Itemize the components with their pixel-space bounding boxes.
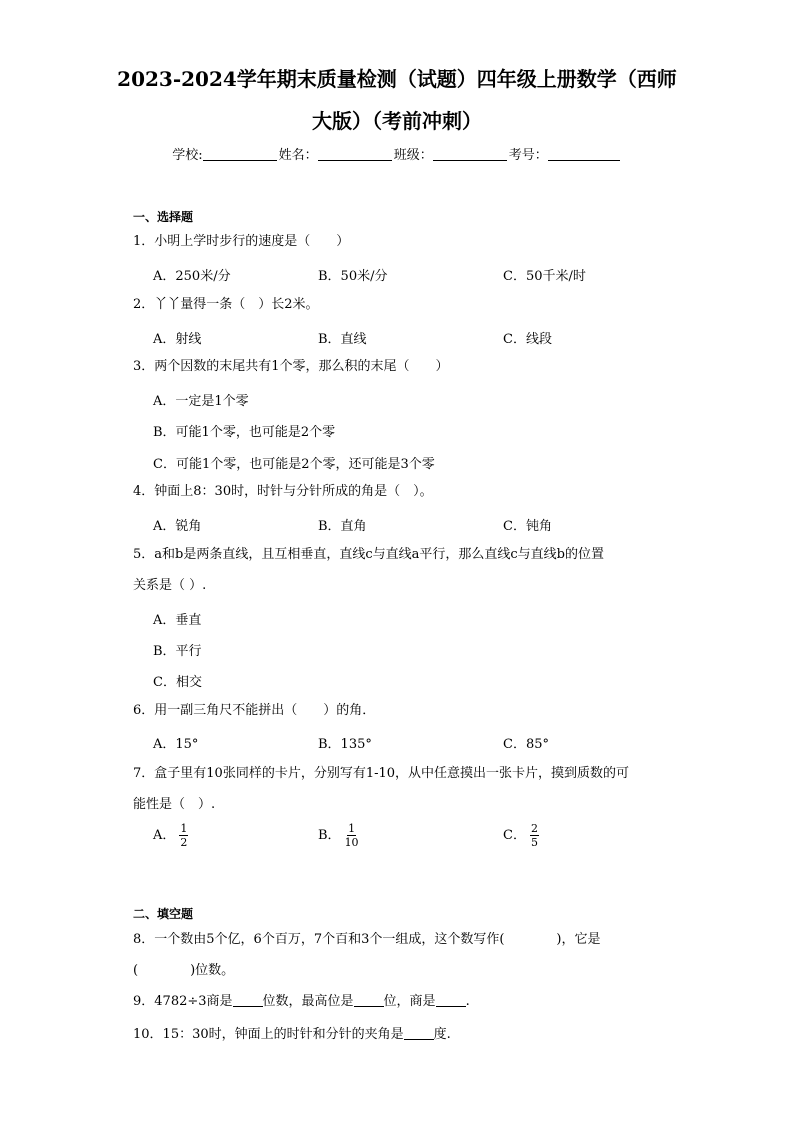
option-a[interactable]: A．一定是1个零 bbox=[153, 394, 249, 409]
option-c[interactable]: C．线段 bbox=[503, 332, 552, 347]
name-blank[interactable] bbox=[318, 146, 392, 161]
question-8-line-2: ( )位数。 bbox=[133, 963, 235, 978]
fraction bbox=[345, 822, 359, 849]
option-a[interactable]: A．垂直 bbox=[153, 613, 202, 628]
option-c[interactable] bbox=[503, 822, 539, 849]
option-a[interactable]: A．15° bbox=[153, 737, 199, 752]
option-b[interactable]: B．直角 bbox=[318, 519, 367, 534]
class-blank[interactable] bbox=[433, 146, 507, 161]
question-8-line-1: 8．一个数由5个亿，6个百万，7个百和3个一组成，这个数写作( )，它是 bbox=[133, 932, 601, 947]
option-b[interactable]: B．50米/分 bbox=[318, 269, 388, 284]
question-10 bbox=[133, 1019, 673, 1050]
question-9-text: 位，商是 bbox=[383, 994, 436, 1009]
question-9-text: 位数，最高位是 bbox=[262, 994, 354, 1009]
question-6: 6．用一副三角尺不能拼出（ ）的角． bbox=[133, 703, 376, 718]
option-c[interactable]: C．85° bbox=[503, 737, 549, 752]
fraction bbox=[530, 822, 539, 849]
exam-no-blank[interactable] bbox=[548, 146, 620, 161]
question-2: 2．丫丫量得一条（ ）长2米。 bbox=[133, 297, 319, 312]
option-b[interactable]: B．直线 bbox=[318, 332, 367, 347]
option-b[interactable] bbox=[318, 822, 359, 849]
question-7-line-2: 能性是（ ）. bbox=[133, 797, 216, 812]
answer-blank[interactable] bbox=[436, 992, 466, 1007]
question-1: 1．小明上学时步行的速度是（ ） bbox=[133, 234, 350, 249]
option-b-label: B． bbox=[318, 828, 341, 843]
option-c[interactable]: C．钝角 bbox=[503, 519, 552, 534]
question-5-line-1: 5．a和b是两条直线，且互相垂直，直线c与直线a平行，那么直线c与直线b的位置 bbox=[133, 547, 604, 562]
option-c[interactable]: C．可能1个零，也可能是2个零，还可能是3个零 bbox=[153, 457, 435, 472]
class-label: 班级： bbox=[393, 148, 433, 163]
question-5 bbox=[133, 539, 673, 601]
option-a[interactable]: A．锐角 bbox=[153, 519, 202, 534]
option-a[interactable]: A．250米/分 bbox=[153, 269, 231, 284]
exam-no-label: 考号： bbox=[508, 148, 548, 163]
question-9-text: 9．4782÷3商是 bbox=[133, 994, 233, 1009]
denominator: 10 bbox=[344, 836, 359, 849]
denominator: 5 bbox=[530, 836, 538, 849]
question-5-line-2: 关系是（ ）. bbox=[133, 578, 207, 593]
numerator: 1 bbox=[180, 822, 188, 835]
option-a[interactable]: A．射线 bbox=[153, 332, 202, 347]
answer-blank[interactable] bbox=[354, 992, 384, 1007]
section-heading: 一、选择题 bbox=[133, 210, 194, 224]
school-label: 学校: bbox=[172, 148, 203, 163]
question-7 bbox=[133, 758, 673, 820]
numerator: 2 bbox=[530, 822, 538, 835]
denominator: 2 bbox=[180, 836, 188, 849]
option-b[interactable]: B．135° bbox=[318, 737, 372, 752]
option-c[interactable]: C．50千米/时 bbox=[503, 269, 586, 284]
question-8 bbox=[133, 924, 673, 986]
option-c[interactable]: C．相交 bbox=[153, 675, 202, 690]
page-title: 2023-2024学年期末质量检测（试题）四年级上册数学（西师大版）（考前冲刺） bbox=[117, 67, 677, 133]
question-9-text: . bbox=[465, 994, 470, 1009]
option-b[interactable]: B．平行 bbox=[153, 644, 202, 659]
question-9 bbox=[133, 986, 673, 1017]
option-c-label: C． bbox=[503, 828, 526, 843]
question-7-line-1: 7．盒子里有10张同样的卡片，分别写有1-10，从中任意摸出一张卡片，摸到质数的可 bbox=[133, 766, 630, 781]
question-10-text: 10．15：30时，钟面上的时针和分针的夹角是 bbox=[133, 1027, 404, 1042]
name-label: 姓名： bbox=[278, 148, 318, 163]
option-b[interactable]: B．可能1个零，也可能是2个零 bbox=[153, 425, 336, 440]
question-10-text: 度. bbox=[433, 1027, 451, 1042]
answer-blank[interactable] bbox=[404, 1025, 434, 1040]
school-blank[interactable] bbox=[203, 146, 277, 161]
answer-blank[interactable] bbox=[233, 992, 263, 1007]
fraction bbox=[179, 822, 188, 849]
student-info-row bbox=[0, 144, 794, 163]
question-3: 3．两个因数的末尾共有1个零，那么积的末尾（ ） bbox=[133, 359, 449, 374]
option-a[interactable] bbox=[153, 822, 188, 849]
section-heading: 二、填空题 bbox=[133, 907, 194, 921]
numerator: 1 bbox=[348, 822, 356, 835]
question-4: 4．钟面上8：30时，时针与分针所成的角是（ ）。 bbox=[133, 484, 433, 499]
option-a-label: A． bbox=[153, 828, 176, 843]
